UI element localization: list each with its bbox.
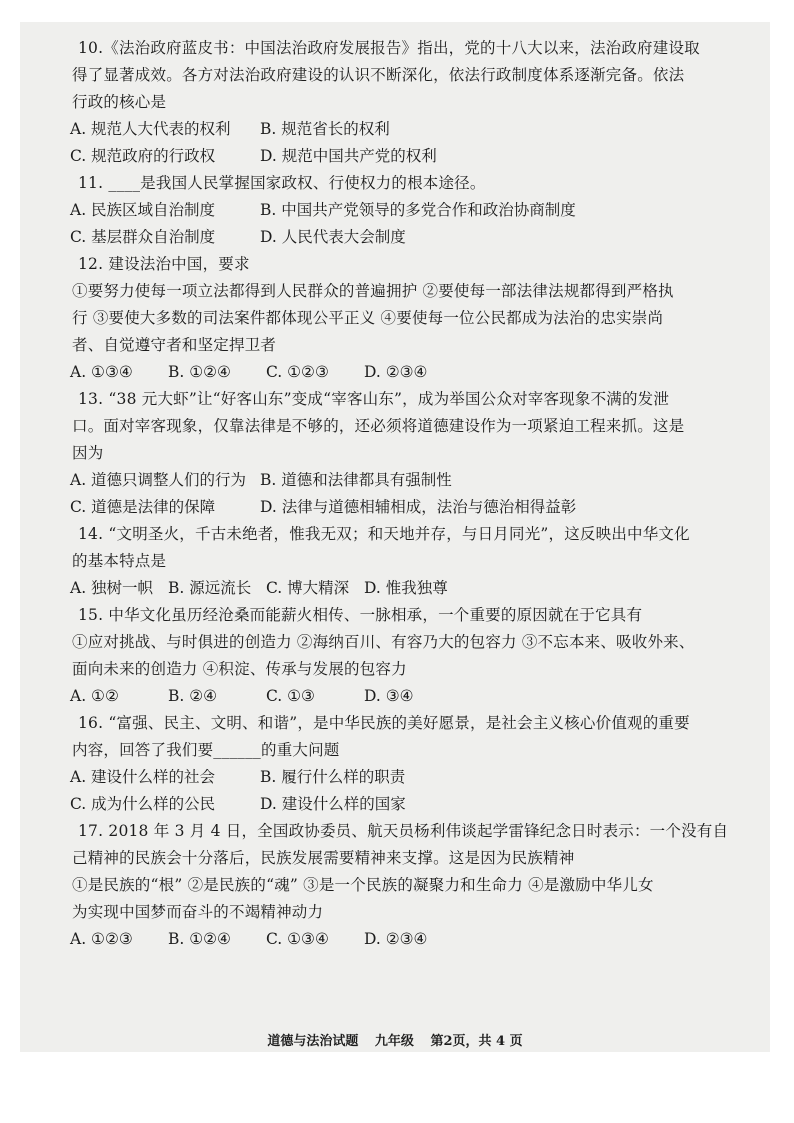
answer-option[interactable]: D. 法律与道德相辅相成，法治与德治相得益彰 <box>260 498 577 516</box>
question-stem-line: 12. 建设法治中国，要求 <box>78 255 250 273</box>
answer-option[interactable]: A. 民族区域自治制度 <box>70 201 216 219</box>
option-row <box>70 358 758 385</box>
answer-option[interactable]: A. 建设什么样的社会 <box>70 768 216 786</box>
answer-option[interactable]: A. 独树一帜 <box>70 579 154 597</box>
answer-option[interactable]: A. ①② <box>70 687 119 705</box>
question-list <box>70 34 758 952</box>
option-row <box>70 574 758 601</box>
option-row <box>70 682 758 709</box>
question-stem-line: 14. “文明圣火，千古未绝者，惟我无双；和天地并存，与日月同光”，这反映出中华文化 <box>78 525 690 543</box>
option-row <box>70 466 758 493</box>
answer-option[interactable]: B. ①②④ <box>168 930 231 948</box>
question-16 <box>70 709 758 817</box>
question-stem-line: 口。面对宰客现象，仅靠法律是不够的，还必须将道德建设作为一项紧迫工程来抓。这是 <box>72 417 685 435</box>
question-stem-line: 15. 中华文化虽历经沧桑而能薪火相传、一脉相承，一个重要的原因就在于它具有 <box>78 606 643 624</box>
answer-option[interactable]: B. ①②④ <box>168 363 231 381</box>
answer-option[interactable]: C. 博大精深 <box>266 579 350 597</box>
answer-option[interactable]: A. 规范人大代表的权利 <box>70 120 231 138</box>
answer-option[interactable]: C. ①③ <box>266 687 315 705</box>
answer-option[interactable]: C. 成为什么样的公民 <box>70 795 216 813</box>
option-row <box>70 763 758 790</box>
option-row <box>70 115 758 142</box>
answer-option[interactable]: B. 源远流长 <box>168 579 252 597</box>
answer-option[interactable]: D. ②③④ <box>364 930 428 948</box>
question-stem-line: 者、自觉遵守者和坚定捍卫者 <box>72 336 277 354</box>
question-12 <box>70 250 758 385</box>
option-row <box>70 142 758 169</box>
question-11 <box>70 169 758 250</box>
answer-option[interactable]: B. 道德和法律都具有强制性 <box>260 471 452 489</box>
question-stem-line: 13. “38 元大虾”让“好客山东”变成“宰客山东”，成为举国公众对宰客现象不满的发泄 <box>78 390 670 408</box>
question-stem-line: 得了显著成效。各方对法治政府建设的认识不断深化，依法行政制度体系逐渐完备。依法 <box>72 66 685 84</box>
footer-page-number: 第2页，共 4 页 <box>430 1034 523 1049</box>
question-14 <box>70 520 758 601</box>
answer-option[interactable]: A. ①③④ <box>70 363 133 381</box>
question-stem-line: 面向未来的创造力 ④积淀、传承与发展的包容力 <box>72 660 407 678</box>
footer-grade: 九年级 <box>374 1034 414 1049</box>
option-row <box>70 790 758 817</box>
question-stem-line: 己精神的民族会十分落后，民族发展需要精神来支撑。这是因为民族精神 <box>72 849 575 867</box>
question-stem-line: ①应对挑战、与时俱进的创造力 ②海纳百川、有容乃大的包容力 ③不忘本来、吸收外来、 <box>72 633 695 651</box>
answer-option[interactable]: B. 中国共产党领导的多党合作和政治协商制度 <box>260 201 576 219</box>
question-stem-line: ①要努力使每一项立法都得到人民群众的普遍拥护 ②要使每一部法律法规都得到严格执 <box>72 282 674 300</box>
exam-page <box>20 22 770 1052</box>
option-row <box>70 196 758 223</box>
answer-option[interactable]: D. 建设什么样的国家 <box>260 795 406 813</box>
answer-option[interactable]: B. ②④ <box>168 687 218 705</box>
question-stem-line: 内容，回答了我们要______的重大问题 <box>72 741 340 759</box>
option-row <box>70 223 758 250</box>
question-stem-line: 行 ③要使大多数的司法案件都体现公平正义 ④要使每一位公民都成为法治的忠实崇尚 <box>72 309 664 327</box>
answer-option[interactable]: D. ③④ <box>364 687 414 705</box>
answer-option[interactable]: C. 基层群众自治制度 <box>70 228 216 246</box>
answer-option[interactable]: C. ①③④ <box>266 930 329 948</box>
answer-option[interactable]: A. ①②③ <box>70 930 133 948</box>
question-stem-line: 11. ____是我国人民掌握国家政权、行使权力的根本途径。 <box>78 174 486 192</box>
question-17 <box>70 817 758 952</box>
option-row <box>70 925 758 952</box>
answer-option[interactable]: C. 规范政府的行政权 <box>70 147 216 165</box>
answer-option[interactable]: C. ①②③ <box>266 363 329 381</box>
question-stem-line: 17. 2018 年 3 月 4 日，全国政协委员、航天员杨利伟谈起学雷锋纪念日时表示：一个没有自 <box>78 822 729 840</box>
question-15 <box>70 601 758 709</box>
page-footer <box>20 1030 770 1049</box>
answer-option[interactable]: A. 道德只调整人们的行为 <box>70 471 247 489</box>
footer-subject: 道德与法治试题 <box>267 1034 359 1049</box>
answer-option[interactable]: D. 人民代表大会制度 <box>260 228 406 246</box>
answer-option[interactable]: D. ②③④ <box>364 363 428 381</box>
option-row <box>70 493 758 520</box>
answer-option[interactable]: D. 惟我独尊 <box>364 579 448 597</box>
answer-option[interactable]: D. 规范中国共产党的权利 <box>260 147 437 165</box>
question-13 <box>70 385 758 520</box>
question-stem-line: 为实现中国梦而奋斗的不竭精神动力 <box>72 903 324 921</box>
answer-option[interactable]: B. 履行什么样的职责 <box>260 768 406 786</box>
question-stem-line: 行政的核心是 <box>72 93 167 111</box>
answer-option[interactable]: C. 道德是法律的保障 <box>70 498 216 516</box>
question-stem-line: ①是民族的“根” ②是民族的“魂” ③是一个民族的凝聚力和生命力 ④是激励中华儿女 <box>72 876 654 894</box>
question-stem-line: 的基本特点是 <box>72 552 167 570</box>
question-stem-line: 16. “富强、民主、文明、和谐”，是中华民族的美好愿景，是社会主义核心价值观的重要 <box>78 714 690 732</box>
question-10 <box>70 34 758 169</box>
question-stem-line: 因为 <box>72 444 104 462</box>
answer-option[interactable]: B. 规范省长的权利 <box>260 120 390 138</box>
question-stem-line: 10.《法治政府蓝皮书：中国法治政府发展报告》指出，党的十八大以来，法治政府建设取 <box>78 39 700 57</box>
